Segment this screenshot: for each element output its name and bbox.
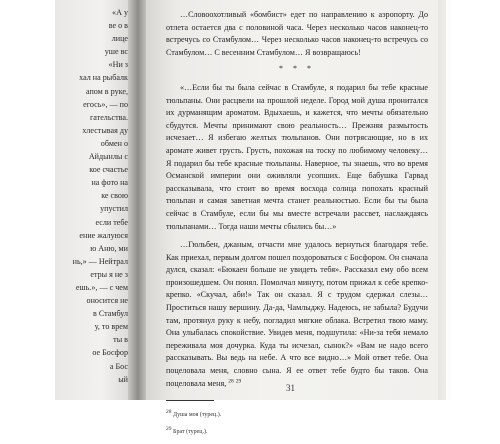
left-page-line: упустил [100,204,128,214]
left-page-line: обмен о [100,138,128,148]
page-number: 31 [286,383,295,393]
page-edge-shadow [438,0,452,400]
footnote-num: 29 [166,426,172,433]
paragraph-3-text: …Гюльбен, джаным, отчасти мне удалось вернуться благодаря тебе. Как приехал, первым долгом пошел поздороваться с Босфором. Он сначала дулся, сказал: «Бюкаен больше не увидеть тебя». Рассказал ему обо всем произошедшем. Он понял. Помолчал минуту, потом прижал к себе крепко-крепко. «Скучал, аби!» Так он сказал. Я с трудом сдержал слезы… Проститься нашу вершину. Да-да, Чамлыджу. Надеюсь, не забыла? Будучи там, протянул руку к небу, погладил мягкие облака. Встретил твою маму. Она улыбалась спокойствие. Увидев меня, подшутила: «Ни-за тебя немало переживала моя дочурка. Куда ты исчезал, сынок?» «Вам не надо всего рассказывать. Вы ведь на небе. А что все видно…» Мой ответ тебе. Она поцеловала меня, словно сына. Я ее ответ тебе будто бы таков. Она поцеловала меня, [166,240,428,388]
left-page-line: «Ни з [108,60,128,70]
left-page-line: лице [111,34,128,44]
left-page-line: кое счастье [89,165,128,175]
left-page-line: гательства. [89,112,128,122]
right-page-text [166,9,428,444]
left-page-line: на фото на [91,178,128,188]
left-page-line: уше вс [104,47,128,57]
paragraph-1: …Словоохотливый «бомбист» едет по направлению к аэропорту. До отлета остается два с половиной часа. Через несколько часов наконец-то встречусь со Стамбулом… Через несколько часов наконец-то встречусь со Стамбулом… С весенним Стамбулом… Я возвращаюсь! [166,10,428,57]
footnote-ref-29: 29 [235,377,242,384]
left-page-line: егось», — по [83,99,128,109]
left-page-line: ешь.», — с чем [75,282,128,292]
left-page-line: ение жалуюся [79,230,128,240]
left-page-line: «А у [112,8,128,17]
left-page-line: Айдынлы с [88,152,128,162]
paragraph-3 [166,239,428,390]
footnote-29 [166,427,428,437]
footnote-rule [166,400,214,401]
left-page-line: ю Аню, ми [90,243,128,253]
left-page-line: ке свою [101,191,128,201]
left-page-line: в Стамбул [92,309,128,319]
left-page-line: хлестывая ду [82,125,128,135]
left-page-line: апом в руке, [85,86,128,96]
left-page-line: етры я не з [90,269,128,279]
footnote-28 [166,410,428,420]
left-page-line: ый [118,374,128,384]
left-page-line: ое Босфор [92,348,128,358]
left-page-line: ве о в [108,21,128,31]
left-page-line: ты в [113,335,128,345]
footnote-text: Брат (турец.). [173,429,208,436]
left-page-line: у, то врем [94,322,128,332]
footnotes [166,410,428,437]
paragraph-2: «…Если бы ты была сейчас в Стамбуле, я подарил бы тебе красные тюльпаны. Они расцвели на прошлой неделе. Город мой душа пронитался их дурманящим ароматом. Вдыхаешь, и кажется, что мечты обязательно сбудутся. Мечты принимают свою реальность… Прежняя размытость исчезает… Я избегаю желтых тюльпанов. Они потрясающие, но в их аромате живет грусть. Грусть, похожая на тоску по любимому человеку… Я подарил бы тебе красные тюльпаны. Наверное, ты знаешь, что во время Османской империи они оживляли усопших. Еще бабушка Гарвад рассказывала, что стоит во время восхода солнца попохать красный тюльпан и самая заветная мечта станет реальностью. Если бы ты была сейчас в Стамбуле, если бы мы вместе встречали рассвет, наслаждаясь тюльпанами… Тогда наши мечты сбылись бы…» [166,82,428,231]
left-page-line: если тебе [95,217,128,227]
left-page-line: а Бос [109,361,128,371]
left-page-line: хал на рыбалк [79,73,128,83]
footnote-ref-28: 28 [228,377,234,384]
section-break-stars: * * * [279,64,315,74]
left-page-text [62,6,128,386]
left-page-line: нь,» — Нейтрал [72,256,128,266]
left-page-line: оносится не [86,296,128,306]
footnote-num: 28 [166,409,172,416]
footnote-text: Душа моя (турец.). [173,412,222,419]
